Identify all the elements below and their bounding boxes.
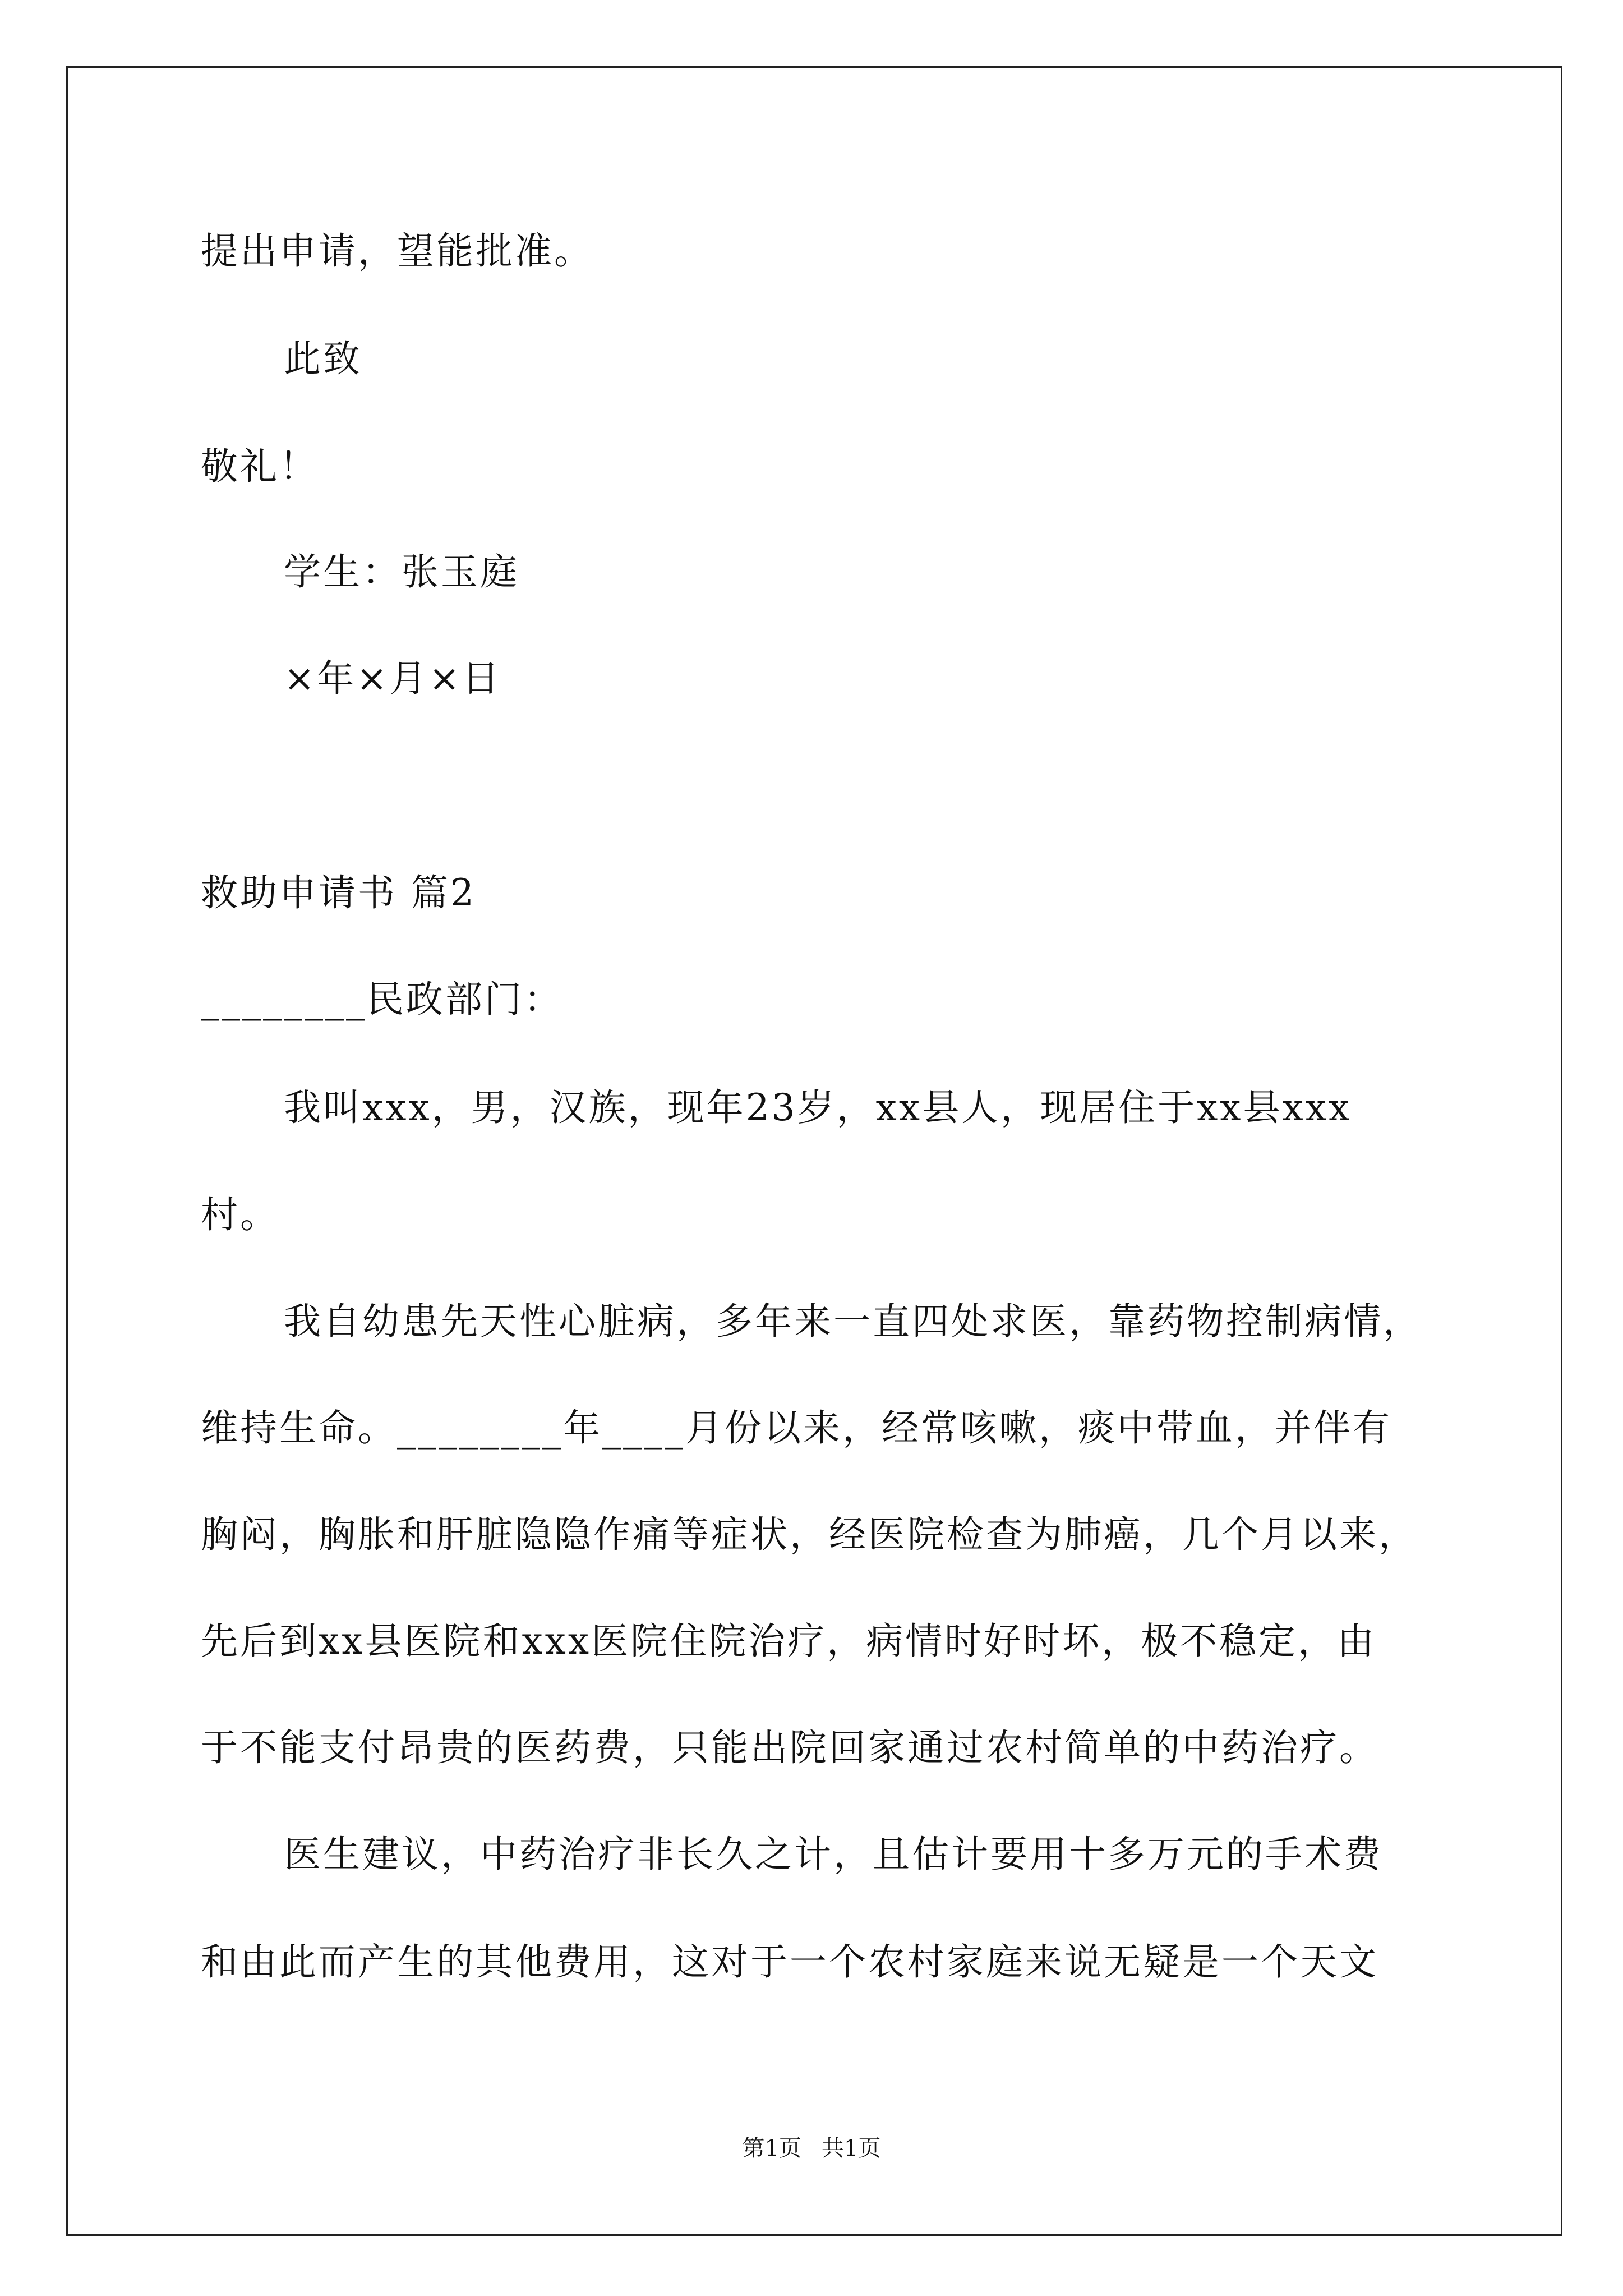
page-border [66,66,1562,2236]
body-line: 我自幼患先天性心脏病，多年来一直四处求医，靠药物控制病情， [284,1300,1422,1343]
body-line: 于不能支付昂贵的医药费，只能出院回家通过农村简单的中药治疗。 [201,1726,1378,1769]
salutation-line: 此致 [284,337,362,380]
body-line: 维持生命。________年____月份以来，经常咳嗽，痰中带血，并伴有 [201,1406,1392,1450]
signature-line: 学生：张玉庭 [284,550,519,593]
page-total: 共1页 [822,2136,881,2161]
recipient-line [201,977,563,1022]
recipient-text: 民政部门： [367,978,563,1021]
section-heading: 救助申请书 篇2 [201,871,476,914]
recipient-blank: ________ [201,978,367,1021]
respect-line: 敬礼！ [201,445,319,488]
date-line: ×年×月×日 [284,657,501,700]
body-line: 和由此而产生的其他费用，这对于一个农村家庭来说无疑是一个天文 [201,1940,1378,1984]
page-number: 第1页 [742,2136,801,2161]
body-line: 胸闷，胸胀和肝脏隐隐作痛等症状，经医院检查为肺癌，几个月以来， [201,1513,1418,1556]
body-line: 医生建议，中药治疗非长久之计，且估计要用十多万元的手术费 [284,1833,1383,1876]
body-line: 先后到xx县医院和xxx医院住院治疗，病情时好时坏，极不稳定，由 [201,1619,1377,1663]
body-line: 村。 [201,1193,279,1236]
page-footer [0,2134,1623,2162]
closing-request-line: 提出申请，望能批准。 [201,229,593,273]
body-line: 我叫xxx，男，汉族，现年23岁，xx县人，现居住于xx县xxx [284,1086,1352,1129]
